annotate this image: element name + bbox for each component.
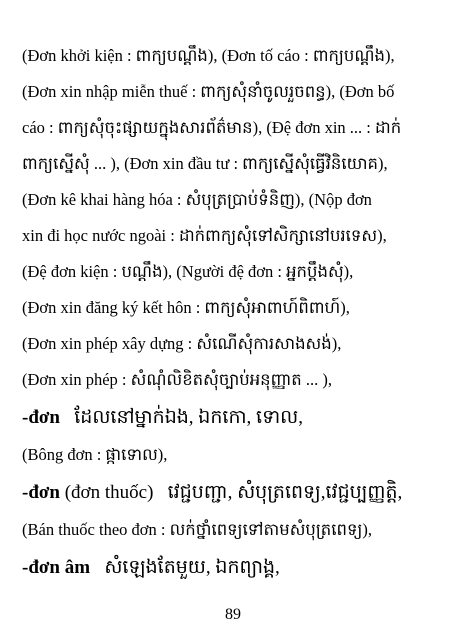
text-line: (Đơn xin phép : សំណុំលិខិតសុំច្បាប់អនុញ្ញាត ... ),: [22, 370, 332, 389]
entry-text-block: [22, 38, 454, 587]
text-line: (Đệ đơn kiện : បណ្ដឹង), (Người đệ đơn : អ្នកប្ដឹងសុំ),: [22, 262, 354, 281]
dictionary-entry: [22, 473, 454, 512]
definition: វេជ្ជបញ្ជា, សំបុត្រពេទ្យ,វេជ្ជប្បញ្ញត្តិ,: [167, 482, 403, 503]
headword: -đơn: [22, 482, 60, 503]
headword: -đơn: [22, 407, 60, 428]
text-line: ពាក្យស្នើសុំ ... ), (Đơn xin đầu tư : ពាក្យស្នើសុំធ្វើវិនិយោគ),: [22, 154, 388, 173]
sub-headword: (đơn thuốc): [64, 482, 154, 503]
definition: សំឡេងតែមួយ, ឯកព្យាង្គ,: [104, 557, 280, 578]
text-line: cáo : ពាក្យសុំចុះផ្សាយក្នុងសារព័ត៌មាន), (Đệ đơn xin ... : ដាក់: [22, 118, 402, 137]
text-line: (Đơn khởi kiện : ពាក្យបណ្ដឹង), (Đơn tố cáo : ពាក្យបណ្ដឹង),: [22, 46, 395, 65]
text-line: (Bán thuốc theo đơn : លក់ថ្នាំពេទ្យទៅតាមសំបុត្រពេទ្យ),: [22, 520, 372, 539]
definition: ដែលនៅម្នាក់ឯង, ឯកកោ, ទោល,: [74, 407, 304, 428]
text-line: xin đi học nước ngoài : ដាក់ពាក្យសុំទៅសិក្សានៅបរទេស),: [22, 226, 387, 245]
text-line: (Đơn xin phép xây dựng : សំណើសុំការសាងសង់),: [22, 334, 342, 353]
text-line: (Đơn xin nhập miễn thuế : ពាក្យសុំនាំចូលរួចពន្ធ), (Đơn bố: [22, 82, 395, 101]
page-number: 89: [225, 606, 241, 623]
headword: -đơn âm: [22, 557, 91, 578]
text-line: (Đơn xin đăng ký kết hôn : ពាក្យសុំអាពាហ៍ពិពាហ៍),: [22, 298, 350, 317]
text-line: (Đơn kê khai hàng hóa : សំបុត្រប្រាប់ទំនិញ), (Nộp đơn: [22, 190, 372, 209]
dictionary-entry: [22, 398, 454, 437]
dictionary-entry: [22, 548, 454, 587]
text-line: (Bông đơn : ផ្កាទោល),: [22, 445, 168, 464]
